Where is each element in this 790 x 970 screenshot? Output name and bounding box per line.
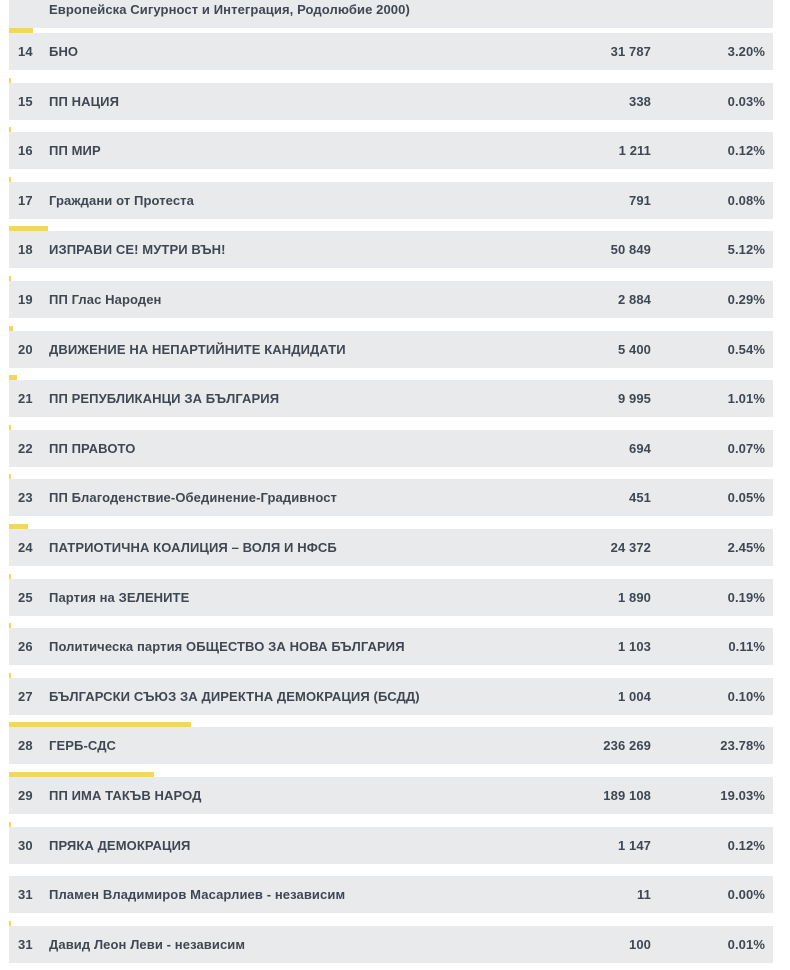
table-row [0, 28, 790, 78]
party-number: 25 [18, 589, 33, 605]
vote-count: 694 [629, 440, 651, 456]
table-row-cells [9, 182, 773, 219]
vote-percentage: 0.08% [727, 192, 765, 208]
table-row-cells [9, 0, 773, 28]
party-name: БНО [49, 44, 79, 59]
vote-count: 451 [629, 490, 651, 506]
party-number: 30 [18, 837, 33, 853]
vote-count: 1 103 [617, 639, 651, 655]
vote-percentage: 0.19% [727, 589, 765, 605]
party-name: Давид Леон Леви - независим [49, 936, 246, 952]
table-row-cells [9, 281, 773, 318]
party-name: ПРЯКА ДЕМОКРАЦИЯ [49, 837, 191, 853]
vote-percentage: 0.12% [727, 143, 765, 159]
vote-percentage: 2.45% [727, 539, 765, 555]
table-row [0, 78, 790, 128]
vote-count: 338 [629, 93, 651, 109]
table-row-cells [9, 430, 773, 467]
party-name: Партия на ЗЕЛЕНИТЕ [49, 589, 190, 605]
vote-count: 791 [629, 192, 651, 208]
vote-percentage: 0.05% [727, 490, 765, 506]
table-row-cells [9, 479, 773, 516]
party-name: БЪЛГАРСКИ СЪЮЗ ЗА ДИРЕКТНА ДЕМОКРАЦИЯ (БСДД) [49, 688, 420, 704]
table-row-cells [9, 827, 773, 864]
table-row [0, 574, 790, 624]
vote-percentage: 0.01% [727, 936, 765, 952]
party-name: ПП РЕПУБЛИКАНЦИ ЗА БЪЛГАРИЯ [49, 391, 280, 407]
table-row-cells [9, 926, 773, 963]
vote-count: 5 400 [617, 341, 651, 357]
vote-percentage: 3.20% [727, 44, 765, 59]
vote-count: 11 [637, 887, 651, 903]
vote-count: 2 884 [617, 291, 651, 307]
party-number: 24 [18, 539, 33, 555]
party-name: ГЕРБ-СДС [49, 738, 117, 754]
party-name: Граждани от Протеста [49, 192, 194, 208]
vote-percentage: 0.54% [727, 341, 765, 357]
table-row-cells [9, 628, 773, 665]
party-number: 16 [18, 143, 33, 159]
party-number: 26 [18, 639, 33, 655]
table-row [0, 772, 790, 822]
table-row [0, 673, 790, 723]
table-row-cells [9, 579, 773, 616]
party-name: ДВИЖЕНИЕ НА НЕПАРТИЙНИТЕ КАНДИДАТИ [49, 341, 346, 357]
vote-percentage: 1.01% [727, 391, 765, 407]
table-row [0, 822, 790, 872]
party-number: 23 [18, 490, 33, 506]
vote-count: 236 269 [603, 738, 651, 754]
party-number: 20 [18, 341, 33, 357]
table-row [0, 226, 790, 276]
party-number: 31 [18, 887, 33, 903]
party-number: 27 [18, 688, 33, 704]
vote-percentage: 0.07% [727, 440, 765, 456]
party-number: 14 [18, 44, 33, 59]
table-row [0, 524, 790, 574]
party-number: 17 [18, 192, 33, 208]
table-row-cells [9, 331, 773, 368]
vote-percentage: 0.03% [727, 93, 765, 109]
party-number: 18 [18, 242, 33, 258]
party-name: ПП ПРАВОТО [49, 440, 136, 456]
vote-count: 189 108 [603, 787, 651, 803]
table-row [0, 0, 790, 28]
table-row [0, 276, 790, 326]
vote-count: 100 [629, 936, 651, 952]
party-name: Пламен Владимиров Масарлиев - независим [49, 887, 346, 903]
party-number: 28 [18, 738, 33, 754]
table-row-cells [9, 132, 773, 169]
party-number: 29 [18, 787, 33, 803]
vote-percentage: 0.29% [727, 291, 765, 307]
vote-count: 50 849 [610, 242, 651, 258]
party-name: ПП МИР [49, 143, 101, 159]
table-row-cells [9, 231, 773, 268]
table-row-cells [9, 33, 773, 70]
vote-count: 24 372 [610, 539, 651, 555]
table-row [0, 326, 790, 376]
vote-percentage: 0.11% [728, 639, 765, 655]
party-name: ПП ИМА ТАКЪВ НАРОД [49, 787, 202, 803]
party-number: 31 [18, 936, 33, 952]
table-row [0, 871, 790, 921]
vote-count: 31 787 [610, 44, 651, 59]
party-number: 15 [18, 93, 33, 109]
table-row-cells [9, 83, 773, 120]
table-row [0, 177, 790, 227]
table-row-cells [9, 529, 773, 566]
table-row [0, 474, 790, 524]
vote-percentage: 0.10% [727, 688, 765, 704]
table-row [0, 722, 790, 772]
party-number: 22 [18, 440, 33, 456]
vote-count: 1 004 [617, 688, 651, 704]
party-name: ПАТРИОТИЧНА КОАЛИЦИЯ – ВОЛЯ И НФСБ [49, 539, 337, 555]
vote-percentage: 23.78% [720, 738, 765, 754]
table-row-cells [9, 727, 773, 764]
table-row [0, 425, 790, 475]
party-name: ПП Благоденствие-Обединение-Градивност [49, 490, 338, 506]
table-row [0, 127, 790, 177]
party-name: Европейска Сигурност и Интеграция, Родолюбие 2000) [49, 2, 410, 17]
party-number: 19 [18, 291, 33, 307]
party-name: ИЗПРАВИ СЕ! МУТРИ ВЪН! [49, 242, 226, 258]
table-row-cells [9, 876, 773, 913]
table-row-cells [9, 380, 773, 417]
table-row [0, 375, 790, 425]
table-row [0, 921, 790, 970]
vote-percentage: 0.00% [727, 887, 765, 903]
party-name: Политическа партия ОБЩЕСТВО ЗА НОВА БЪЛГАРИЯ [49, 639, 405, 655]
vote-percentage: 19.03% [720, 787, 765, 803]
vote-count: 1 211 [618, 143, 651, 159]
vote-percentage: 5.12% [727, 242, 765, 258]
vote-percentage: 0.12% [727, 837, 765, 853]
vote-count: 9 995 [617, 391, 651, 407]
party-name: ПП НАЦИЯ [49, 93, 120, 109]
table-row-cells [9, 777, 773, 814]
party-name: ПП Глас Народен [49, 291, 162, 307]
table-row-cells [9, 678, 773, 715]
vote-count: 1 890 [617, 589, 651, 605]
vote-count: 1 147 [617, 837, 651, 853]
table-row [0, 623, 790, 673]
party-number: 21 [18, 391, 33, 407]
